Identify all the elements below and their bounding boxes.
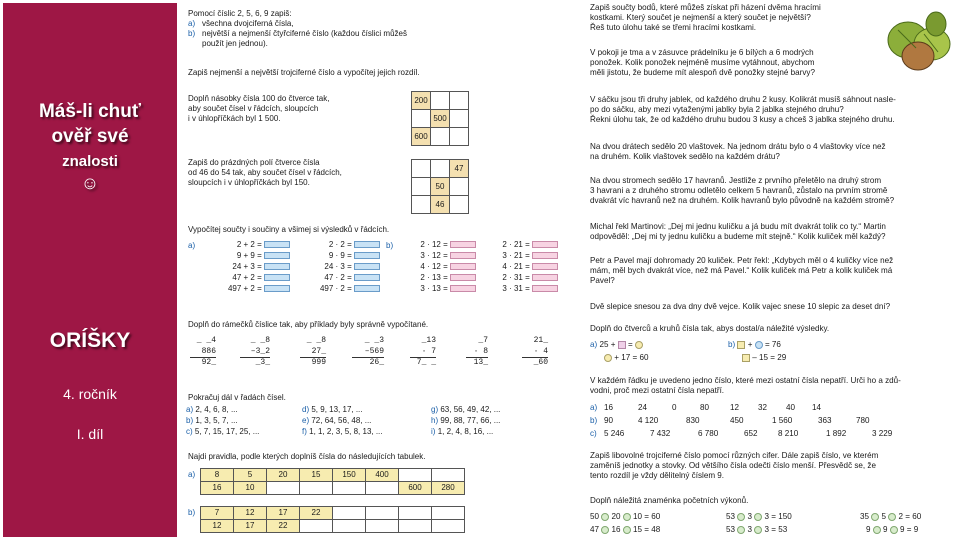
task-text: všechna dvojciferná čísla, <box>202 19 294 28</box>
table-cell: 12 <box>234 507 267 520</box>
task-text: Najdi pravidla, podle kterých doplníš čísla do následujících tabulek. <box>188 452 426 461</box>
square-cell: 46 <box>431 196 450 214</box>
table-cell <box>333 507 366 520</box>
task-text: měli jistotu, že budeme mít alespoň dvě ponožky stejné barvy? <box>590 68 815 77</box>
grade-label: 4. ročník <box>63 386 117 402</box>
table-cell <box>300 482 333 495</box>
product-row: 3 · 31 = <box>480 284 558 295</box>
square-cell <box>450 128 469 146</box>
part-label: I. díl <box>76 426 104 442</box>
table-cell <box>300 520 333 533</box>
task-text: Vypočítej součty i součiny a všimej si výsledků v řádcích. <box>188 225 390 234</box>
puzzle-line: 26_ <box>369 358 384 367</box>
sign-task: 47 16 15 = 48 <box>590 525 661 534</box>
puzzle-line: · 8 <box>466 347 488 358</box>
sum-column <box>200 240 290 295</box>
table-cell <box>333 482 366 495</box>
puzzle <box>240 336 270 369</box>
puzzle-line: 27_ <box>300 347 326 358</box>
equation-b2: – 15 = 29 <box>742 353 786 363</box>
task-text: ponožek. Kolik ponožek nejméně musíme vytáhnout, abychom <box>590 58 815 67</box>
task-text: Pokračuj dál v řadách čísel. <box>188 393 286 402</box>
square-cell <box>412 160 431 178</box>
sum-row: 24 + 3 = <box>200 262 290 273</box>
square-cell: 50 <box>431 178 450 196</box>
task-text: Zapiš nejmenší a největší trojciferné číslo a vypočítej jejich rozdíl. <box>188 68 420 77</box>
puzzle-line: _ _4 <box>196 336 216 345</box>
task-text: V pokoji je tma a v zásuvce prádelníku je 6 bílých a 6 modrých <box>590 48 814 57</box>
square-cell <box>450 92 469 110</box>
product-row: 2 · 21 = <box>480 240 558 251</box>
product-row: 2 · 31 = <box>480 273 558 284</box>
task-text: Michal řekl Martinovi: „Dej mi jednu kuličku a já budu mít dvakrát tolik co ty.“ Martin <box>590 222 886 231</box>
table-cell: 150 <box>333 469 366 482</box>
product-row: 47 · 2 = <box>292 273 380 284</box>
title-panel <box>3 3 177 537</box>
table-cell <box>399 507 432 520</box>
task-label: a) <box>188 241 196 250</box>
worksheet-page-left <box>180 0 575 540</box>
task-text: na druhém. Kolik vlaštovek sedělo na každém drátu? <box>590 152 780 161</box>
sign-task: 53 3 3 = 53 <box>726 525 788 534</box>
table-cell: 5 <box>234 469 267 482</box>
product-column <box>292 240 380 295</box>
task-label: a) <box>188 19 196 28</box>
puzzle-line: 886 <box>190 347 216 358</box>
table-cell: 7 <box>201 507 234 520</box>
square-cell <box>450 178 469 196</box>
task-label: b) <box>188 29 196 38</box>
sequence-row: a) 2, 4, 6, 8, ... d) 5, 9, 13, 17, ... g) 63, 56, 49, 42, ... <box>186 405 501 414</box>
task-text: aby součet čísel v řádcích, sloupcích <box>188 104 319 113</box>
sum-row: 9 + 9 = <box>200 251 290 262</box>
task-text: odpověděl: „Dej mi ty jednu kuličku a budeme mít stejně.“ Kolik kuliček měl každý? <box>590 232 886 241</box>
task-text: od 46 do 54 tak, aby součet čísel v řádcích, <box>188 168 342 177</box>
task-text: Doplň do čtverců a kruhů čísla tak, abys dostal/a náležité výsledky. <box>590 324 830 333</box>
puzzle-line: _60 <box>533 358 548 367</box>
square-cell <box>431 92 450 110</box>
table-cell: 12 <box>201 520 234 533</box>
subject-title: ORÍŠKY <box>49 329 131 352</box>
task-text: po do sáčku, aby mezi vytaženými jablky byla 2 jablka stejného druhu? <box>590 105 844 114</box>
square-cell <box>412 178 431 196</box>
table-cell: 600 <box>399 482 432 495</box>
magic-square-1 <box>411 91 469 146</box>
product-row: 24 · 3 = <box>292 262 380 273</box>
task-text: mám, měl bych dvakrát více, než má Pavel.“ Kolik kuliček má Petr a kolik kuliček má <box>590 266 893 275</box>
task-text: Zapiš součty bodů, které můžeš získat při házení dvěma hracími <box>590 3 821 12</box>
table-cell: 17 <box>267 507 300 520</box>
hazelnut-icon <box>878 0 958 80</box>
sign-task: 53 3 3 = 150 <box>726 512 792 521</box>
task-text: Petr a Pavel mají dohromady 20 kuliček. Petr řekl: „Kdybych měl o 4 kuličky více než <box>590 256 894 265</box>
square-cell: 600 <box>412 128 431 146</box>
table-cell <box>432 520 465 533</box>
number-row-b: b) 90 4 120 830 450 1 560 363 780 <box>590 416 870 425</box>
puzzle-line: _ _8 <box>250 336 270 345</box>
sum-row: 2 + 2 = <box>200 240 290 251</box>
task-text: Doplň náležitá znaménka početních výkonů. <box>590 496 749 505</box>
sign-task: 50 20 10 = 60 <box>590 512 661 521</box>
product-row: 2 · 2 = <box>292 240 380 251</box>
rule-table-b <box>200 506 465 533</box>
puzzle <box>352 336 384 369</box>
task-text: 3 havrani a z druhého stromu odletělo celkem 5 havranů, zůstalo na prvním stromě <box>590 186 888 195</box>
rule-table-a <box>200 468 465 495</box>
task-text: V každém řádku je uvedeno jedno číslo, které mezi ostatní čísla nepatří. Urči ho a zdů- <box>590 376 901 385</box>
task-text: největší a nejmenší čtyřciferné číslo (každou číslici můžeš <box>202 29 407 38</box>
task-text: zaměníš jednotky a stovky. Od většího čísla odečti číslo menší. Přesvědč se, že <box>590 461 876 470</box>
puzzle <box>466 336 488 369</box>
product-row: 2 · 12 = <box>396 240 476 251</box>
puzzle <box>410 336 436 369</box>
table-cell: 400 <box>366 469 399 482</box>
task-text: i v úhlopříčkách byl 1 500. <box>188 114 281 123</box>
task-text: Doplň do rámečků číslice tak, aby příklady byly správně vypočítané. <box>188 320 429 329</box>
task-label: b) <box>386 241 394 250</box>
puzzle <box>522 336 548 369</box>
product-row: 2 · 13 = <box>396 273 476 284</box>
table-cell: 15 <box>300 469 333 482</box>
task-text: Pomocí číslic 2, 5, 6, 9 zapiš: <box>188 9 292 18</box>
product-column-12 <box>396 240 476 295</box>
sequence-list <box>186 405 576 438</box>
number-row-a: a) 16 24 0 80 12 32 40 14 <box>590 403 822 412</box>
task-text: Na dvou drátech sedělo 20 vlaštovek. Na jednom drátu bylo o 4 vlaštovky více než <box>590 142 886 151</box>
puzzle-line: –569 <box>352 347 384 358</box>
puzzle-line: –3_2 <box>240 347 270 358</box>
table-cell: 20 <box>267 469 300 482</box>
task-text: Zapiš libovolné trojciferné číslo pomocí různých cifer. Dále zapiš číslo, ve kterém <box>590 451 879 460</box>
magic-square-2 <box>411 159 469 214</box>
puzzle-line: _ _3 <box>364 336 384 345</box>
title-line-2: ověř své <box>51 126 129 147</box>
product-column-21 <box>480 240 558 295</box>
puzzle-line: · 7 <box>410 347 436 358</box>
sign-task: 9 9 9 = 9 <box>866 525 919 534</box>
table-cell <box>267 482 300 495</box>
square-cell: 47 <box>450 160 469 178</box>
product-row: 497 · 2 = <box>292 284 380 295</box>
puzzle-line: _7 <box>478 336 488 345</box>
table-cell: 10 <box>234 482 267 495</box>
product-row: 4 · 21 = <box>480 262 558 273</box>
puzzle <box>300 336 326 369</box>
product-row: 9 · 9 = <box>292 251 380 262</box>
table-cell <box>366 482 399 495</box>
task-text: Řekni úlohu tak, že od každého druhu budou 3 kusy a chceš 3 jablka stejného druhu. <box>590 115 895 124</box>
smiley-icon: ☺ <box>80 173 100 193</box>
equation-b1: b) + = 76 <box>728 340 781 349</box>
table-cell <box>366 507 399 520</box>
puzzle-line: 21_ <box>533 336 548 345</box>
product-row: 3 · 12 = <box>396 251 476 262</box>
task-text: Dvě slepice snesou za dva dny dvě vejce. Kolik vajec snese 10 slepic za deset dní? <box>590 302 891 311</box>
table-cell: 17 <box>234 520 267 533</box>
table-cell <box>366 520 399 533</box>
puzzle-line: _3_ <box>255 358 270 367</box>
task-text: vodni, proč mezi ostatní čísla nepatří. <box>590 386 725 395</box>
task-text: Doplň násobky čísla 100 do čtverce tak, <box>188 94 330 103</box>
task-text: Na dvou stromech sedělo 17 havranů. Jestliže z prvního přeletělo na druhý strom <box>590 176 882 185</box>
square-cell: 200 <box>412 92 431 110</box>
table-cell <box>432 469 465 482</box>
sequence-row: b) 1, 3, 5, 7, ... e) 72, 64, 56, 48, ... h) 99, 88, 77, 66, ... <box>186 416 501 425</box>
task-text: sloupcích i v úhlopříčkách byl 150. <box>188 178 310 187</box>
puzzle-line: _13 <box>421 336 436 345</box>
square-cell <box>431 128 450 146</box>
square-cell <box>412 110 431 128</box>
puzzle-line: 13_ <box>473 358 488 367</box>
sum-row: 497 + 2 = <box>200 284 290 295</box>
worksheet-page-right <box>582 0 960 540</box>
table-cell <box>432 507 465 520</box>
puzzle-line: 999 <box>311 358 326 367</box>
task-text: dvakrát víc havranů než na druhém. Kolik havranů bylo původně na každém stromě? <box>590 196 895 205</box>
equation-a1: a) 25 + = <box>590 340 643 350</box>
table-cell: 22 <box>267 520 300 533</box>
table-cell <box>399 520 432 533</box>
sign-task: 35 5 2 = 60 <box>860 512 922 521</box>
task-text: Řeš tuto úlohu také se třemi hracími kostkami. <box>590 23 756 32</box>
sum-row: 47 + 2 = <box>200 273 290 284</box>
product-row: 3 · 13 = <box>396 284 476 295</box>
number-row-c: c) 5 246 7 432 6 780 652 8 210 1 892 3 229 <box>590 429 893 438</box>
table-cell <box>333 520 366 533</box>
puzzle-line: 7_ _ <box>416 358 436 367</box>
task-label: b) <box>188 508 196 517</box>
square-cell <box>450 196 469 214</box>
square-cell <box>431 160 450 178</box>
puzzle-line: · 4 <box>522 347 548 358</box>
table-cell <box>399 469 432 482</box>
task-text: Zapiš do prázdných polí čtverce čísla <box>188 158 320 167</box>
table-cell: 280 <box>432 482 465 495</box>
product-row: 3 · 21 = <box>480 251 558 262</box>
title-line-3: znalosti <box>62 153 118 170</box>
table-cell: 8 <box>201 469 234 482</box>
task-text: kostkami. Který součet je nejmenší a který součet je největší? <box>590 13 811 22</box>
task-text: tento rozdíl je vždy dělitelný číslem 9. <box>590 471 725 480</box>
product-row: 4 · 12 = <box>396 262 476 273</box>
task-label: a) <box>188 470 196 479</box>
puzzle <box>190 336 216 369</box>
equation-a2: + 17 = 60 <box>604 353 648 363</box>
puzzle-line: _ _8 <box>306 336 326 345</box>
task-text: Pavel? <box>590 276 615 285</box>
sequence-row: c) 5, 7, 15, 17, 25, ... f) 1, 1, 2, 3, 5, 8, 13, ... i) 1, 2, 4, 8, 16, ... <box>186 427 494 436</box>
task-text: V sáčku jsou tři druhy jablek, od každého druhu 2 kusy. Kolikrát musíš sáhnout nasle- <box>590 95 896 104</box>
table-cell: 22 <box>300 507 333 520</box>
title-line-1: Máš-li chuť <box>38 101 141 122</box>
puzzle-line: 92_ <box>201 358 216 367</box>
table-cell: 16 <box>201 482 234 495</box>
task-text: použít jen jednou). <box>202 39 268 48</box>
square-cell <box>412 196 431 214</box>
square-cell <box>450 110 469 128</box>
square-cell: 500 <box>431 110 450 128</box>
